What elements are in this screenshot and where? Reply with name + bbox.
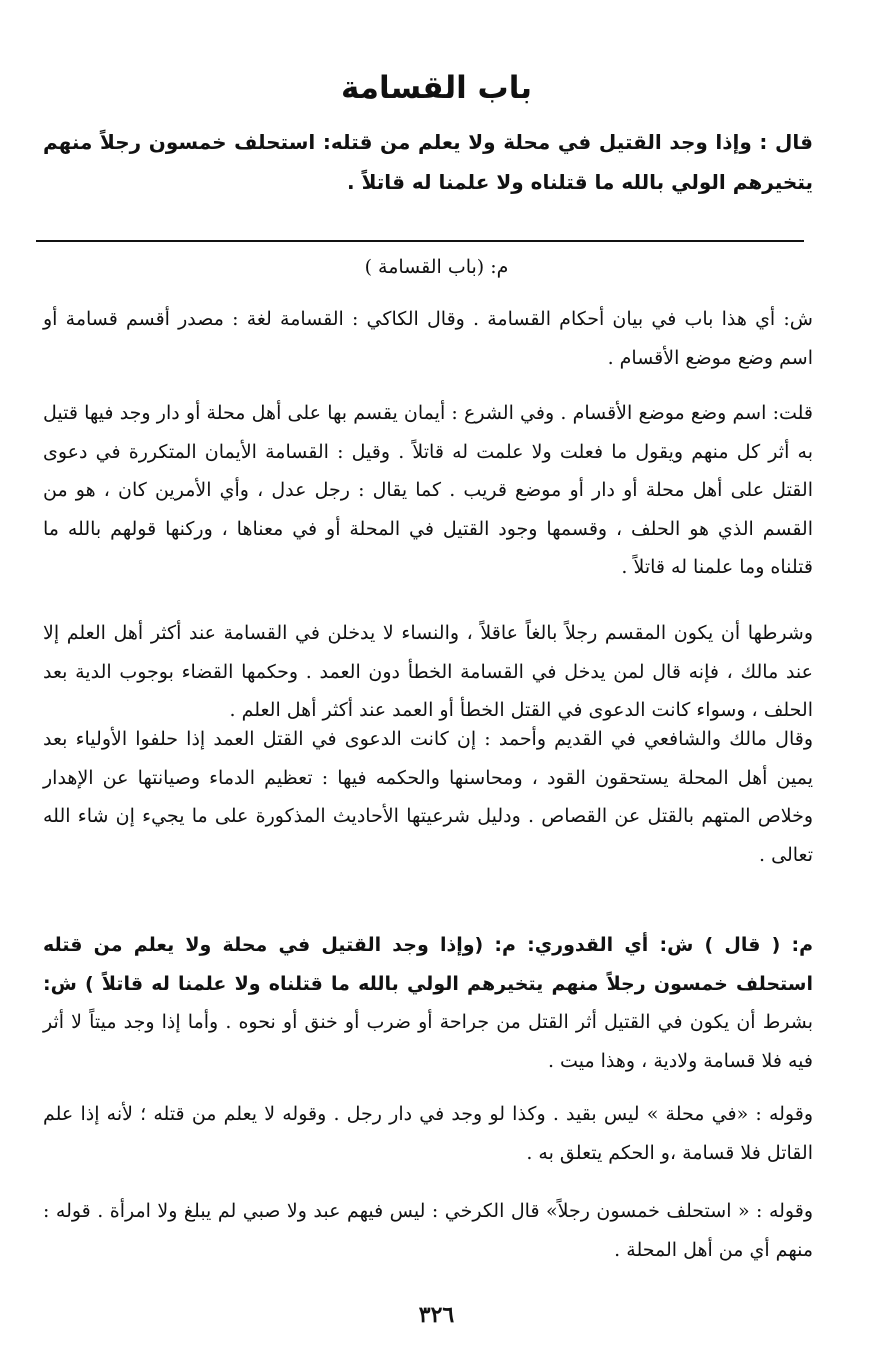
commentary-paragraph: وقال مالك والشافعي في القديم وأحمد : إن كانت الدعوى في القتل العمد إذا حلفوا الأولياء بعد يمين أهل المحلة يستحقون القود ، ومحاسنها والحكمه فيها : تعظيم الدماء وصيانتها عن الإهدار وخلاص المتهم بالقتل عن القصاص . ودليل شرعيتها الأحاديث المذكورة على ما يجيء إن شاء الله تعالى . — [43, 728, 813, 866]
commentary-paragraph: وشرطها أن يكون المقسم رجلاً بالغاً عاقلاً ، والنساء لا يدخلن في القسامة عند أكثر أهل العلم إلا عند مالك ، فإنه قال لمن يدخل في القسامة الخطأ دون العمد . وحكمها القضاء بوجوب الدية بعد الحلف ، وسواء كانت الدعوى في القتل الخطأ أو العمد عند أكثر أهل العلم . — [43, 622, 813, 721]
commentary-paragraph: وقوله : « استحلف خمسون رجلاً» قال الكرخي : ليس فيهم عبد ولا صبي لم يبلغ ولا امرأة . قوله : منهم أي من أهل المحلة . — [43, 1200, 813, 1261]
divider-line — [36, 240, 804, 242]
quoted-matn: م: ( قال ) ش: أي القدوري: م: (وإذا وجد القتيل في محلة ولا يعلم من قتله استحلف خمسون رجلاً منهم يتخيرهم الولي بالله ما قتلناه ولا علمنا له قاتلاً ) ش: — [43, 934, 813, 995]
commentary-paragraph — [43, 926, 813, 1080]
commentary-heading: م: (باب القسامة ) — [364, 256, 509, 278]
page-number: ٣٢٦ — [418, 1302, 455, 1328]
main-text: قال : وإذا وجد القتيل في محلة ولا يعلم من قتله: استحلف خمسون رجلاً منهم يتخيرهم الولي بالله ما قتلناه ولا علمنا له قاتلاً . — [43, 130, 813, 194]
commentary-paragraph: قلت: اسم وضع موضع الأقسام . وفي الشرع : أيمان يقسم بها على أهل محلة أو دار وجد فيها قتيل به أثر كل منهم ويقول ما فعلت ولا علمت له قاتلاً . وقيل : القسامة الأيمان المتكررة في دعوى القتل على أهل محلة أو دار أو موضع قريب . كما يقال : رجل عدل ، وأي الأمرين كان ، هو من القسم الذي هو الحلف ، وقسمها وجود القتيل في المحلة أو في معناها ، وركنها قولهم بالله ما قتلناه وما علمنا له قاتلاً . — [43, 402, 813, 578]
chapter-title: باب القسامة — [341, 70, 532, 106]
commentary-paragraph: وقوله : «في محلة » ليس بقيد . وكذا لو وجد في دار رجل . وقوله لا يعلم من قتله ؛ لأنه إذا علم القاتل فلا قسامة ،و الحكم يتعلق به . — [43, 1103, 813, 1164]
commentary-text: بشرط أن يكون في القتيل أثر القتل من جراحة أو ضرب أو خنق أو نحوه . وأما إذا وجد ميتاً لا أثر فيه فلا قسامة ولادية ، وهذا ميت . — [43, 1011, 813, 1072]
commentary-paragraph: ش: أي هذا باب في بيان أحكام القسامة . وقال الكاكي : القسامة لغة : مصدر أقسم قسامة أو اسم وضع موضع الأقسام . — [43, 308, 813, 369]
